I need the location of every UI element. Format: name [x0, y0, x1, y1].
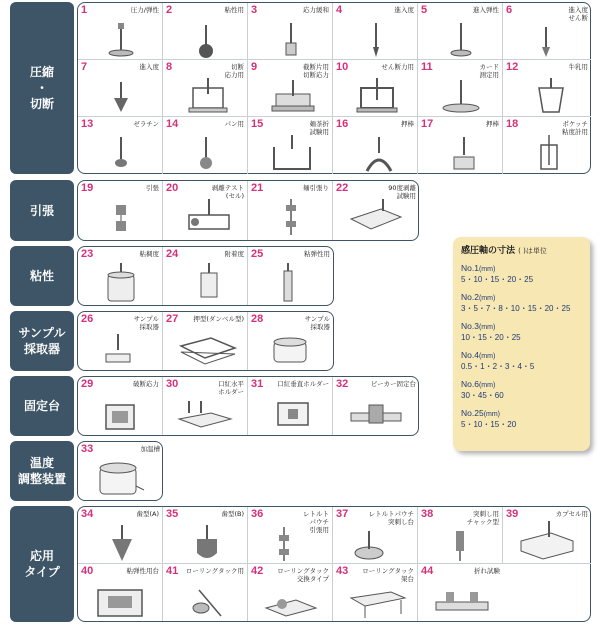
attachment-label: レトルトパウチ 突刺し台	[368, 510, 414, 526]
attachment-cell	[163, 117, 248, 174]
probe-entry	[461, 350, 582, 372]
attachment-cell	[248, 60, 333, 117]
probe-values: 10・15・20・25	[461, 333, 521, 342]
attachment-number: 29	[81, 378, 94, 390]
attachment-label: ゼラチン	[133, 120, 159, 128]
attachment-cell	[248, 181, 333, 240]
attachment-label: パン用	[224, 120, 244, 128]
attachment-cell	[78, 442, 163, 500]
retort-pouch-tension-illustration	[256, 521, 326, 563]
attachment-number: 21	[251, 182, 264, 194]
curd-knife-illustration	[426, 74, 496, 116]
attachment-number: 4	[336, 4, 343, 16]
attachment-cell	[248, 117, 333, 174]
attachment-cell	[503, 60, 591, 117]
attachment-cell	[333, 564, 418, 621]
probe-entry	[461, 263, 582, 285]
attachment-cell	[418, 3, 503, 60]
attachment-label: ローリングタック 交換タイプ	[277, 567, 329, 583]
attachment-label: 麺引張り	[303, 184, 329, 192]
attachment-label: 折れ試験	[474, 567, 500, 575]
attachment-number: 24	[166, 248, 179, 260]
peel-90-jig-illustration	[341, 195, 411, 237]
probe-values: 3・5・7・8・10・15・20・25	[461, 304, 571, 313]
attachment-label: 截断片用 切断応力	[303, 63, 329, 79]
gelatin-plunger-illustration	[86, 131, 156, 173]
attachment-number: 43	[336, 565, 349, 577]
probe-values: 5・10・15・20・25	[461, 275, 534, 284]
attachment-cell	[503, 3, 591, 60]
dumbbell-die-illustration	[171, 326, 241, 368]
category-viscosity	[10, 246, 74, 306]
plunger-ball-illustration	[171, 17, 241, 59]
attachment-label: 進入度	[394, 6, 414, 14]
attachment-label: サンプル 採取器	[133, 315, 159, 331]
attachment-label: 進入弾性	[473, 6, 499, 14]
attachment-cell	[418, 60, 503, 117]
noodle-fold-jig-illustration	[256, 131, 326, 173]
attachment-number: 27	[166, 313, 179, 325]
note-unit-text: ( )は単位	[518, 247, 547, 255]
tension-clamp-illustration	[86, 195, 156, 237]
category-application	[10, 506, 74, 622]
attachment-number: 26	[81, 313, 94, 325]
attachment-cell	[333, 181, 419, 240]
viscometer-illustration	[511, 131, 581, 173]
attachment-label: 口紅水平 ホルダー	[218, 380, 244, 396]
attachment-label: 粘性用	[224, 6, 244, 14]
plunger-cylinder-illustration	[256, 17, 326, 59]
attachment-number: 5	[421, 4, 428, 16]
probe-unit: (mm)	[478, 295, 496, 302]
attachment-label: 牛乳用	[568, 63, 588, 71]
beaker-fixture-illustration	[341, 391, 411, 433]
piercing-chuck-illustration	[426, 521, 496, 563]
attachment-cell	[418, 564, 503, 621]
category-label: サンプル 採取器	[18, 326, 66, 356]
attachment-cell	[163, 247, 248, 305]
attachment-number: 31	[251, 378, 264, 390]
attachment-label: 突刺し用 チャック型	[466, 510, 499, 526]
attachment-label: 進入度	[139, 63, 159, 71]
attachment-label: ローリングタック用	[185, 567, 244, 575]
probe-name: No.25	[461, 408, 484, 418]
consistency-cup-illustration	[86, 261, 156, 303]
attachment-number: 1	[81, 4, 88, 16]
attachment-label: 進入度 せん断	[568, 6, 588, 22]
attachment-cell	[163, 564, 248, 621]
attachment-cell	[163, 60, 248, 117]
rolling-tack-illustration	[171, 578, 241, 620]
attachment-label: 歯型(A)	[136, 510, 159, 518]
category-label: 粘性	[29, 269, 54, 283]
attachment-cell	[333, 60, 418, 117]
attachment-number: 38	[421, 508, 434, 520]
plunger-cone-illustration	[86, 74, 156, 116]
probe-unit: (mm)	[478, 266, 496, 273]
sample-corer-illustration	[256, 326, 326, 368]
plunger-flat-illustration	[86, 17, 156, 59]
attachment-cell	[333, 3, 418, 60]
attachment-cell	[78, 247, 163, 305]
probe-name: No.6	[461, 379, 479, 389]
attachment-cell	[163, 507, 248, 564]
plunger-flat-illustration	[426, 17, 496, 59]
attachment-number: 12	[506, 61, 519, 73]
probe-entry	[461, 292, 582, 314]
attachment-label: カード 測定用	[479, 63, 499, 79]
attachment-cell	[248, 247, 333, 305]
plunger-needle-illustration	[341, 17, 411, 59]
probe-entry	[461, 379, 582, 401]
attachment-number: 39	[506, 508, 519, 520]
attachment-label: 圧力/弾性	[130, 6, 159, 14]
attachment-cell	[248, 564, 333, 621]
attachment-number: 44	[421, 565, 434, 577]
attachment-cell	[78, 181, 163, 240]
attachment-label: サンプル 採取器	[304, 315, 330, 331]
attachment-number: 41	[166, 565, 179, 577]
attachment-cell	[78, 312, 163, 370]
attachment-label: 剥離テスト (セル)	[211, 184, 244, 200]
attachment-cell	[163, 377, 248, 435]
category-tension	[10, 180, 74, 241]
attachment-number: 36	[251, 508, 264, 520]
attachment-label: ポケッチ 粘度計用	[562, 120, 588, 136]
attachment-cell	[418, 117, 503, 174]
attachment-label: 90度剥離 試験用	[388, 184, 416, 200]
attachment-number: 10	[336, 61, 349, 73]
probe-name: No.2	[461, 292, 479, 302]
attachment-cell	[248, 312, 333, 370]
attachment-label: 応力緩和	[303, 6, 329, 14]
peel-test-cell-illustration	[171, 195, 241, 237]
attachment-label: 粘稠度	[139, 250, 159, 258]
probe-name: No.4	[461, 350, 479, 360]
category-label: 固定台	[23, 399, 60, 413]
attachment-number: 25	[251, 248, 264, 260]
attachment-label: 切断 応力用	[224, 63, 244, 79]
attachment-cell	[78, 507, 163, 564]
attachment-label: せん断力用	[381, 63, 414, 71]
attachment-number: 32	[336, 378, 349, 390]
attachment-label: 押棒	[401, 120, 414, 128]
attachment-cell	[333, 377, 419, 435]
attachment-number: 7	[81, 61, 88, 73]
lipstick-horizontal-holder-illustration	[171, 391, 241, 433]
probe-values: 0.5・1・2・3・4・5	[461, 362, 535, 371]
attachment-number: 30	[166, 378, 179, 390]
viscoelastic-rod-illustration	[256, 261, 326, 303]
attachment-cell	[163, 3, 248, 60]
attachment-cell	[163, 312, 248, 370]
attachment-number: 20	[166, 182, 179, 194]
viscoelastic-stand-illustration	[86, 578, 156, 620]
adhesion-plate-illustration	[171, 261, 241, 303]
attachment-cell	[78, 117, 163, 174]
retort-pouch-piercing-stand-illustration	[341, 521, 411, 563]
noodle-tension-clamp-illustration	[256, 195, 326, 237]
rolling-tack-exchange-illustration	[256, 578, 326, 620]
attachment-label: カプセル用	[555, 510, 588, 518]
category-sampling	[10, 311, 74, 371]
attachment-label: ビーカー固定台	[370, 380, 416, 388]
attachment-label: 粘弾性用	[304, 250, 330, 258]
attachment-number: 17	[421, 118, 434, 130]
probe-values: 5・10・15・20	[461, 420, 517, 429]
attachment-cell	[248, 377, 333, 435]
heating-bath-illustration	[86, 456, 156, 498]
attachment-cell	[78, 564, 163, 621]
probe-unit: (mm)	[483, 411, 501, 418]
shear-jig-illustration	[341, 74, 411, 116]
bread-plunger-illustration	[171, 131, 241, 173]
attachment-number: 11	[421, 61, 433, 73]
attachment-cell	[248, 507, 333, 564]
cutting-jig-illustration	[256, 74, 326, 116]
attachment-label: 麺茶折 試験用	[309, 120, 329, 136]
attachment-number: 23	[81, 248, 94, 260]
note-title-text: 感圧軸の寸法	[461, 246, 516, 256]
attachment-cell	[163, 181, 248, 240]
category-temperature	[10, 441, 74, 501]
attachment-number: 2	[166, 4, 173, 16]
category-label: 応用 タイプ	[24, 549, 60, 579]
attachment-label: レトルト パウチ 引張用	[303, 510, 329, 534]
probe-values: 30・45・60	[461, 391, 504, 400]
attachment-number: 34	[81, 508, 94, 520]
push-rod-illustration	[426, 131, 496, 173]
attachment-label: 歯型(B)	[221, 510, 244, 518]
attachment-cell	[248, 3, 333, 60]
category-label: 温度 調整装置	[17, 456, 66, 486]
probe-dimensions-note	[453, 237, 590, 451]
attachment-number: 42	[251, 565, 264, 577]
attachment-number: 16	[336, 118, 349, 130]
attachment-number: 3	[251, 4, 258, 16]
attachment-number: 37	[336, 508, 349, 520]
attachment-label: 押型(ダンベル型)	[193, 315, 244, 323]
probe-name: No.3	[461, 321, 479, 331]
attachment-label: 破断応力	[133, 380, 159, 388]
attachment-number: 6	[506, 4, 513, 16]
attachment-cell	[78, 60, 163, 117]
attachment-cell	[418, 507, 503, 564]
fold-test-jig-illustration	[426, 578, 496, 620]
lipstick-vertical-holder-illustration	[256, 391, 326, 433]
push-rod-illustration	[341, 131, 411, 173]
breaking-stress-jig-illustration	[86, 391, 156, 433]
attachment-label: 押棒	[486, 120, 499, 128]
attachment-cell	[78, 3, 163, 60]
rolling-tack-stand-illustration	[341, 578, 411, 620]
attachment-label: 附着度	[224, 250, 244, 258]
attachment-cell	[503, 507, 591, 564]
tooth-b-illustration	[171, 521, 241, 563]
attachment-cell	[78, 377, 163, 435]
attachment-number: 15	[251, 118, 264, 130]
attachment-number: 18	[506, 118, 519, 130]
attachment-cell	[333, 507, 418, 564]
tooth-a-illustration	[86, 521, 156, 563]
attachment-number: 35	[166, 508, 179, 520]
attachment-cell	[503, 117, 591, 174]
attachment-number: 13	[81, 118, 94, 130]
attachment-number: 9	[251, 61, 258, 73]
capsule-jig-illustration	[511, 521, 581, 563]
attachment-number: 33	[81, 443, 94, 455]
category-label: 圧縮 ・ 切断	[29, 65, 54, 111]
attachment-number: 19	[81, 182, 94, 194]
probe-entry	[461, 321, 582, 343]
attachment-cell	[333, 117, 418, 174]
attachment-number: 22	[336, 182, 349, 194]
probe-entry	[461, 408, 582, 430]
cutting-jig-illustration	[171, 74, 241, 116]
attachment-label: 加温槽	[140, 445, 160, 453]
category-compression	[10, 2, 74, 174]
sample-cutter-illustration	[86, 326, 156, 368]
probe-unit: (mm)	[478, 353, 496, 360]
attachment-label: 粘弾性用台	[126, 567, 159, 575]
note-title	[461, 243, 582, 256]
attachment-label: ローリングタック 架台	[362, 567, 414, 583]
attachment-label: 引張	[146, 184, 159, 192]
attachment-number: 8	[166, 61, 173, 73]
probe-unit: (mm)	[478, 324, 496, 331]
attachment-label: 口紅垂直ホルダー	[277, 380, 329, 388]
plunger-needle-illustration	[511, 17, 581, 59]
attachment-number: 14	[166, 118, 179, 130]
attachment-number: 40	[81, 565, 94, 577]
attachment-number: 28	[251, 313, 264, 325]
category-fixture	[10, 376, 74, 436]
category-label: 引張	[29, 203, 54, 218]
probe-name: No.1	[461, 263, 479, 273]
probe-unit: (mm)	[478, 382, 496, 389]
milk-cup-illustration	[511, 74, 581, 116]
